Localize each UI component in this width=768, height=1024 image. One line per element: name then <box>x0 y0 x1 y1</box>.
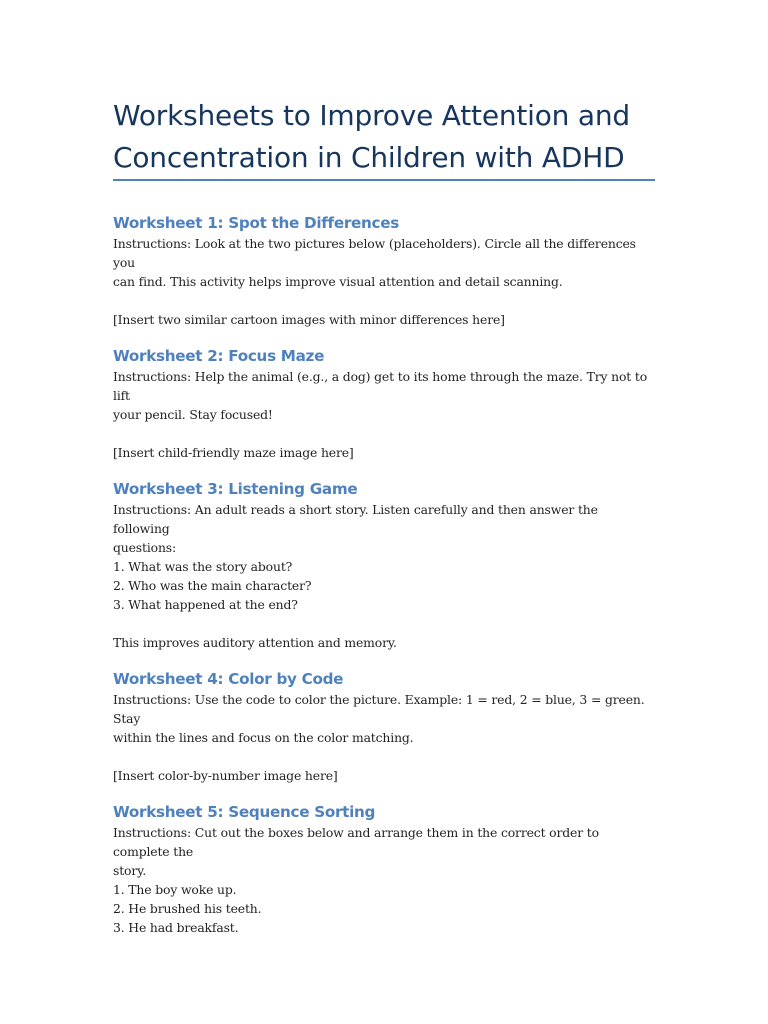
worksheet-5-instructions-line-2: story. <box>113 863 147 878</box>
worksheet-3-heading: Worksheet 3: Listening Game <box>113 480 358 498</box>
worksheet-3-instructions-line-2: questions: <box>113 540 177 555</box>
worksheet-5-heading: Worksheet 5: Sequence Sorting <box>113 803 376 821</box>
paragraph-gap <box>113 424 658 443</box>
document-title: Worksheets to Improve Attention and Concentration in Children with ADHD <box>113 99 631 174</box>
worksheet-4-section <box>113 668 658 785</box>
worksheet-5-step-3: 3. He had breakfast. <box>113 920 239 935</box>
worksheet-3-question-2: 2. Who was the main character? <box>113 578 312 593</box>
worksheet-1-instructions-line-2: can find. This activity helps improve visual attention and detail scanning. <box>113 274 563 289</box>
worksheet-4-heading: Worksheet 4: Color by Code <box>113 670 344 688</box>
worksheet-5-step-2: 2. He brushed his teeth. <box>113 901 262 916</box>
worksheet-1-heading: Worksheet 1: Spot the Differences <box>113 214 399 232</box>
worksheet-2-section <box>113 345 658 462</box>
worksheet-2-image-placeholder: [Insert child-friendly maze image here] <box>113 445 354 460</box>
worksheet-5-section <box>113 801 658 937</box>
worksheet-3-question-3: 3. What happened at the end? <box>113 597 298 612</box>
worksheet-5-instructions-line-1: Instructions: Cut out the boxes below and arrange them in the correct order to complete the <box>113 825 599 859</box>
worksheet-1-instructions-line-1: Instructions: Look at the two pictures below (placeholders). Circle all the differences you <box>113 236 636 270</box>
worksheet-3-instructions-line-1: Instructions: An adult reads a short story. Listen carefully and then answer the following <box>113 502 598 536</box>
worksheet-4-image-placeholder: [Insert color-by-number image here] <box>113 768 338 783</box>
worksheet-2-instructions-line-2: your pencil. Stay focused! <box>113 407 273 422</box>
title-underline <box>113 179 655 181</box>
worksheet-3-section <box>113 478 658 652</box>
worksheet-4-instructions-line-1: Instructions: Use the code to color the picture. Example: 1 = red, 2 = blue, 3 = green. Stay <box>113 692 645 726</box>
worksheet-1-section <box>113 212 658 329</box>
paragraph-gap <box>113 291 658 310</box>
worksheet-3-question-1: 1. What was the story about? <box>113 559 293 574</box>
paragraph-gap <box>113 614 658 633</box>
worksheet-5-step-1: 1. The boy woke up. <box>113 882 237 897</box>
worksheet-2-instructions-line-1: Instructions: Help the animal (e.g., a dog) get to its home through the maze. Try not to lift <box>113 369 648 403</box>
worksheet-3-summary: This improves auditory attention and memory. <box>113 635 397 650</box>
paragraph-gap <box>113 747 658 766</box>
worksheet-1-image-placeholder: [Insert two similar cartoon images with minor differences here] <box>113 312 505 327</box>
worksheet-4-instructions-line-2: within the lines and focus on the color matching. <box>113 730 414 745</box>
worksheet-2-heading: Worksheet 2: Focus Maze <box>113 347 325 365</box>
